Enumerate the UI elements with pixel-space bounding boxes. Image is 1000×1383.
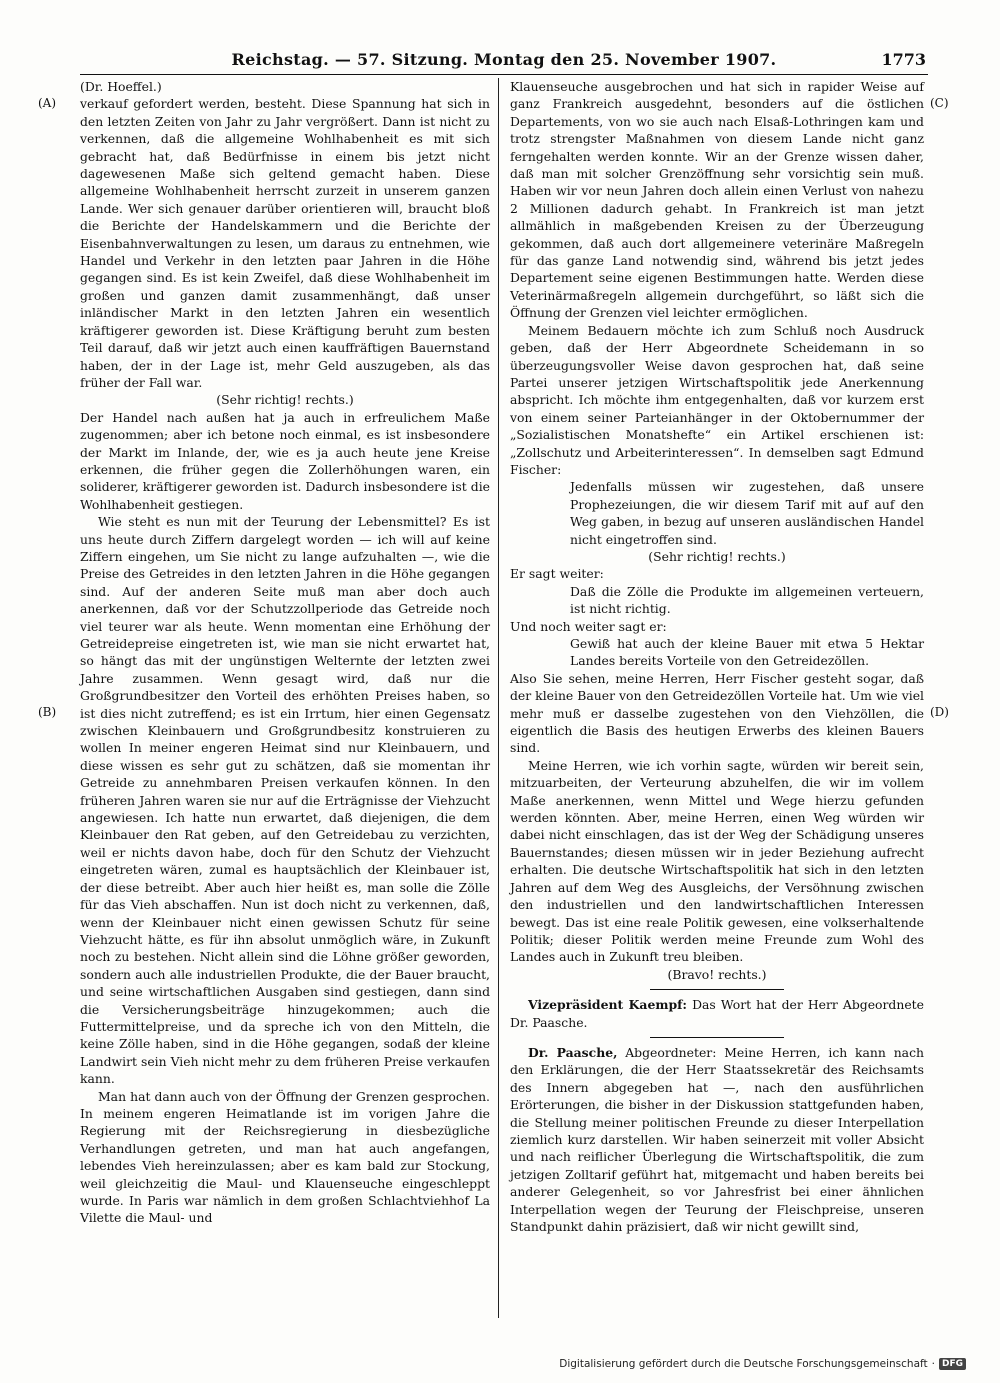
paragraph: Meine Herren, wie ich vorhin sagte, würden wir bereit sein, mitzuarbeiten, der Verteurung abzuhelfen, die wir im vollem Maße anerkennen, wenn Mittel und Wege hierzu gefunden werden könnten. Aber, meine Herren, einen Weg würden wir dabei nicht einschlagen, das ist der Weg der Schädigung unseres Bauernstandes; diesen müssen wir in jeder Beziehung aufrecht erhalten. Die deutsche Wirtschaftspolitik hat sich in den letzten Jahren auf dem Weg des Ausgleichs, der Versöhnung zwischen den industriellen und den landwirtschaftlichen Interessen bewegt. Das ist eine reale Politik gewesen, eine volkserhaltende Politik; dieser Politik werden meine Freunde zum Wohl des Landes auch in Zukunft treu bleiben.	[510, 757, 924, 965]
quote-lead: Er sagt weiter:	[510, 566, 604, 582]
applause-note: (Sehr richtig! rechts.)	[648, 548, 786, 564]
margin-marker-a: (A)	[38, 96, 57, 110]
section-divider	[650, 989, 784, 990]
section-divider	[650, 1037, 784, 1038]
speaker-text: Abgeordneter: Meine Herren, ich kann nach den Erklärungen, die der Herr Staatssekretär des Reichsamts des Innern abgegeben hat —, nach den ausführlichen Erörterungen, die bisher in der Diskussion stattgefunden haben, die Stellung meiner politischen Freunde zu dieser Interpellation ziemlich kurz darstellen. Wir haben seinerzeit mit voller Absicht und nach reiflicher Überlegung die Wirtschaftspolitik, die zum jetzigen Zolltarif geführt hat, mitgemacht und haben bereits bei anderer Gelegenheit, so vor Jahresfrist bei einer ähnlichen Interpellation wegen der Teurung der Fleischpreise, unseren Standpunkt dahin präzisiert, daß wir nicht gewillt sind,	[510, 1044, 924, 1234]
paragraph: Der Handel nach außen hat ja auch in erfreulichem Maße zugenommen; aber ich betone noch einmal, es ist insbesondere der Markt im Inlande, der, wie es ja auch heute jene Kreise erkennen, die früher gegen die Zollerhöhungen waren, ein soliderer, kräftigerer geworden ist. Dadurch insbesondere ist die Wohlhabenheit gestiegen.	[80, 409, 490, 512]
footer-separator: ·	[931, 1358, 935, 1370]
speaker-tag: (Dr. Hoeffel.)	[80, 79, 162, 94]
dfg-logo: DFG	[939, 1358, 966, 1370]
quotation: Daß die Zölle die Produkte im allgemeinen verteuern, ist nicht richtig.	[570, 583, 924, 617]
paragraph: verkauf gefordert werden, besteht. Diese Spannung hat sich in den letzten Zeiten von Jahr zu Jahr vergrößert. Dann ist nicht zu verkennen, daß die allgemeine Wohlhabenheit es mit sich gebracht hat, daß Bedürfnisse in einem bis jetzt nicht dagewesenen Maße sich geltend gemacht haben. Diese allgemeine Wohlhabenheit herrscht zurzeit in unserem ganzen Lande. Wer sich genauer darüber orientieren will, braucht bloß die Berichte der Handelskammern und die Berichte der Eisenbahnverwaltungen zu lesen, um daraus zu entnehmen, wie Handel und Verkehr in den letzten paar Jahren in die Höhe gegangen sind. Es ist kein Zweifel, daß diese Wohlhabenheit im großen und ganzen damit zusammenhängt, daß unser inländischer Markt in den letzten Jahren ein wesentlich kräftigerer geworden ist. Diese Kräftigung beruht zum besten Teil darauf, daß wir jetzt auch einen kauffräftigen Bauernstand haben, der in der Lage ist, mehr Geld auszugeben, als das früher der Fall war.	[80, 96, 490, 390]
speaker-name: Vizepräsident Kaempf:	[528, 997, 688, 1013]
right-column	[510, 78, 924, 1235]
paragraph: Also Sie sehen, meine Herren, Herr Fischer gesteht sogar, daß der kleine Bauer von den Getreidezöllen Vorteile hat. Um wie viel mehr muß er dasselbe zugestehen von den Viehzöllen, die eigentlich die Basis des heutigen Erwerbs des kleinen Bauers sind.	[510, 670, 924, 756]
page-header	[80, 48, 928, 75]
speaker-paragraph	[510, 1044, 924, 1235]
speaker-text: Das Wort hat der Herr Abgeordnete Dr. Paasche.	[510, 997, 924, 1030]
margin-marker-b: (B)	[38, 705, 57, 719]
page-number: 1773	[881, 50, 926, 69]
quote-lead: Und noch weiter sagt er:	[510, 618, 667, 634]
quotation: Gewiß hat auch der kleine Bauer mit etwa 5 Hektar Landes bereits Vorteile von den Getreidezöllen.	[570, 636, 924, 669]
speaker-name: Dr. Paasche,	[528, 1044, 618, 1060]
speaker-paragraph	[510, 996, 924, 1031]
applause-note: (Bravo! rechts.)	[667, 966, 767, 982]
margin-marker-c: (C)	[930, 96, 949, 110]
footer-credit	[559, 1358, 966, 1370]
paragraph: Man hat dann auch von der Öffnung der Grenzen gesprochen. In meinem engeren Heimatlande ist im vorigen Jahre die Regierung mit der Reichsregierung in diesbezügliche Verhandlungen getreten, und man hat auch angefangen, lebendes Vieh hereinzulassen; aber es kam bald zur Stockung, weil gleichzeitig die Maul- und Klauenseuche eingeschleppt wurde. In Paris war nämlich in dem großen Schlachtviehhof La Vilette die Maul- und	[80, 1088, 490, 1226]
paragraph: Klauenseuche ausgebrochen und hat sich in rapider Weise auf ganz Frankreich ausgedehnt, besonders auf die östlichen Departements, von wo sie auch nach Elsaß-Lothringen kam und trotz strengster Maßnahmen von diesem Lande nicht ganz ferngehalten werden konnte. Wir an der Grenze wissen daher, daß man mit solcher Grenzöffnung sehr vorsichtig sein muß. Haben wir vor neun Jahren doch allein einen Verlust von nahezu 2 Millionen dadurch gehabt. In Frankreich ist man jetzt allmählich in maßgebenden Kreisen zu der Überzeugung gekommen, daß auch dort allgemeinere veterinäre Maßregeln für das ganze Land notwendig sind, während bis jetzt jedes Departement seine eigenen Bestimmungen hatte. Werden diese Veterinärmaßregeln allgemein durchgeführt, so läßt sich die Öffnung der Grenzen viel leichter ermöglichen.	[510, 79, 924, 321]
header-title: Reichstag. — 57. Sitzung. Montag den 25. November 1907.	[231, 50, 777, 69]
paragraph: Wie steht es nun mit der Teurung der Lebensmittel? Es ist uns heute durch Ziffern dargelegt worden — ich will auf keine Ziffern eingehen, um Sie nicht zu lange aufzuhalten —, wie die Preise des Getreides in den letzten Jahren in die Höhe gegangen sind. Auf der anderen Seite muß man aber doch auch anerkennen, daß vor der Schutzzollperiode das Getreide noch viel teurer war als heute. Wenn momentan eine Erhöhung der Getreidepreise eingetreten ist, wie man sie nicht erwartet hat, so hängt das mit der ungünstigen Welternte der letzten zwei Jahre zusammen. Wenn gesagt wird, daß nur die Großgrundbesitzer den Vorteil des erhöhten Preises haben, so ist dies nicht zutreffend; es ist ein Irrtum, hier einen Gegensatz zwischen Kleinbauern und Großgrundbesitz konstruieren zu wollen In meiner engeren Heimat sind nur Kleinbauern, und diese wissen es sehr gut zu schätzen, daß sie momentan ihr Getreide zu annehmbaren Preisen verkaufen können. In den früheren Jahren waren sie nur auf die Erträgnisse der Viehzucht angewiesen. Ich hatte nun erwartet, daß diejenigen, die dem Kleinbauer den Rat geben, auf den Getreidebau zu verzichten, weil er nichts davon habe, doch für den Schutz der Viehzucht eingetreten wären, zumal es hauptsächlich der Kleinbauer ist, der diese betreibt. Aber auch hier heißt es, man solle die Zölle für das Vieh abschaffen. Nun ist doch nicht zu verkennen, daß, wenn der Kleinbauer nicht einen gewissen Schutz für seine Viehzucht hätte, es für ihn absolut unmöglich wäre, in Zukunft noch zu bestehen. Nicht allein sind die Löhne größer geworden, sondern auch alle industriellen Produkte, die der Bauer braucht, und seine wirtschaftlichen Ausgaben sind gestiegen, dann sind die Versicherungsbeiträge hinzugekommen; auch die Futtermittelpreise, und da spreche ich von den Mitteln, die keine Zölle haben, sind in die Höhe gegangen, sodaß der kleine Landwirt sein Vieh nicht mehr zu dem früheren Preise verkaufen kann.	[80, 514, 490, 1087]
paragraph: Meinem Bedauern möchte ich zum Schluß noch Ausdruck geben, daß der Herr Abgeordnete Scheidemann in so überzeugungsvoller Weise davon gesprochen hat, daß seine Partei unserer jetzigen Wirtschaftspolitik jede Anerkennung abspricht. Ich möchte ihm entgegenhalten, daß vor kurzem erst von einem seiner Parteianhänger in der Oktobernummer der „Sozialistischen Monatshefte“ ein Artikel erschienen ist: „Zollschutz und Arbeiterinteressen“. In demselben sagt Edmund Fischer:	[510, 322, 924, 477]
quotation: Jedenfalls müssen wir zugestehen, daß unsere Prophezeiungen, die wir diesem Tarif mit auf auf den Weg gaben, in bezug auf unseren ausländischen Handel nicht eingetroffen sind.	[570, 479, 924, 547]
applause-note: (Sehr richtig! rechts.)	[216, 392, 354, 408]
column-divider	[498, 78, 499, 1318]
margin-marker-d: (D)	[930, 705, 949, 719]
left-column	[80, 78, 490, 1227]
footer-text: Digitalisierung gefördert durch die Deutsche Forschungsgemeinschaft	[559, 1358, 928, 1370]
